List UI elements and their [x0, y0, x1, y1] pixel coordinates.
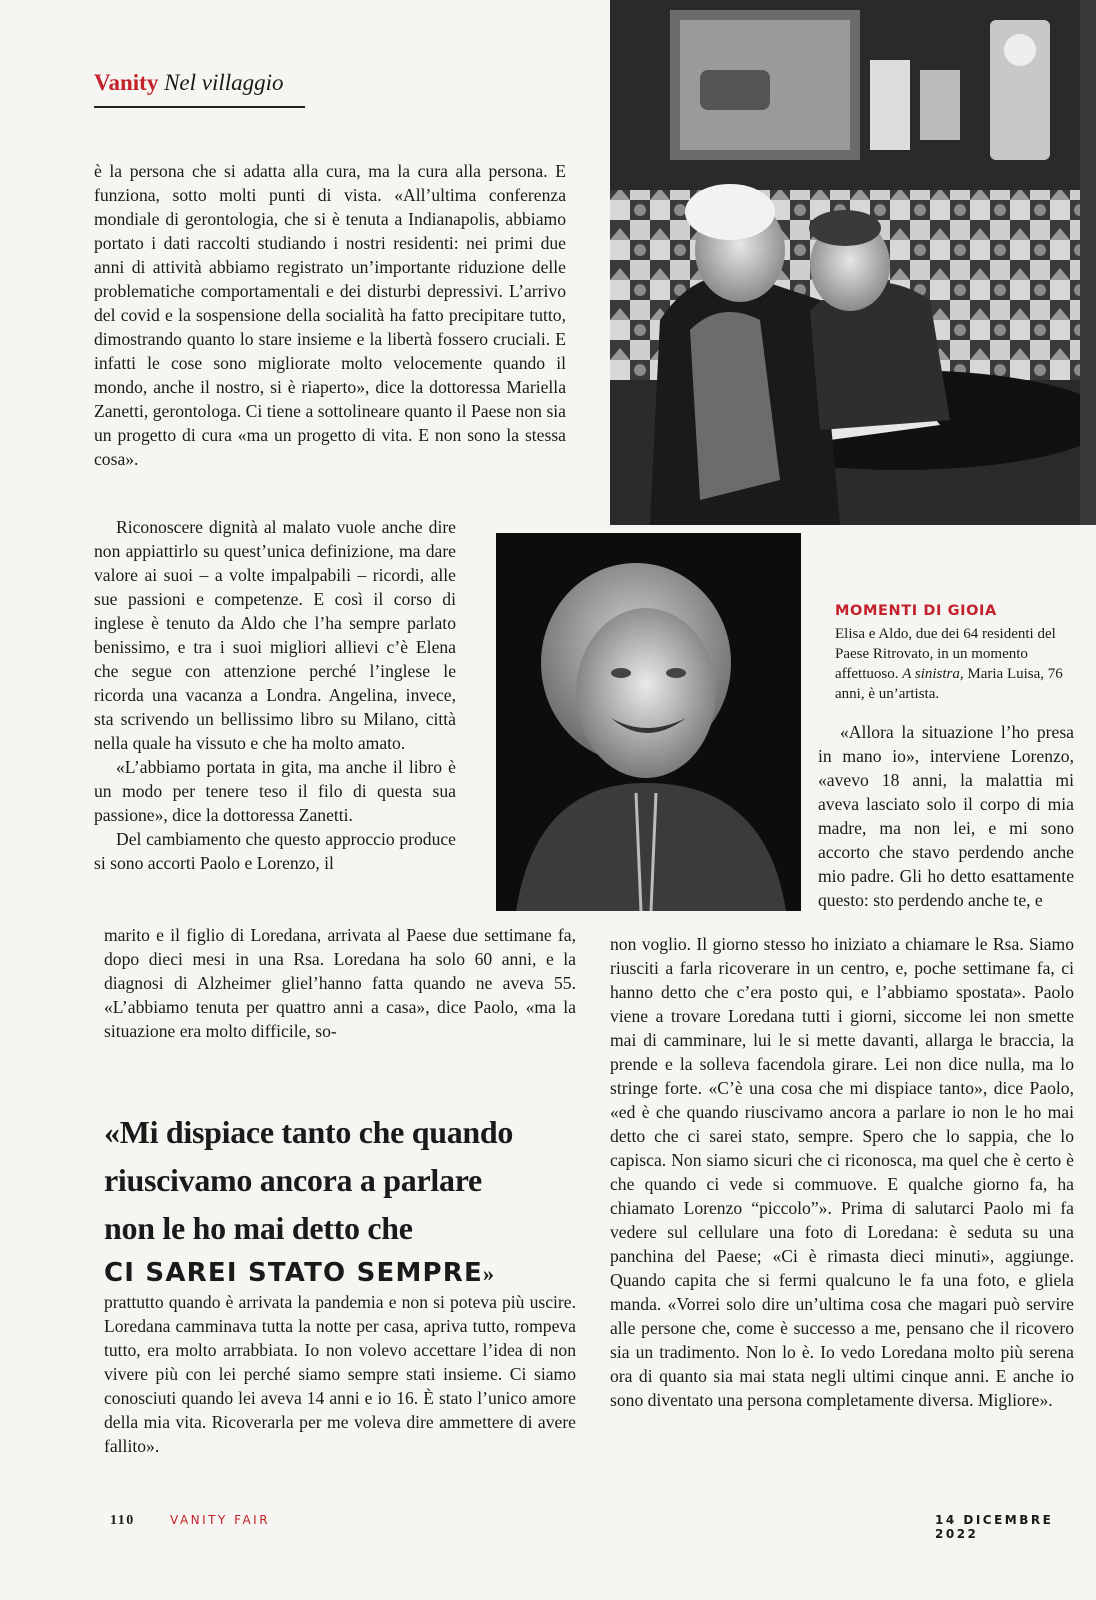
- section-header: [94, 70, 284, 96]
- quote-caps: [104, 1258, 574, 1288]
- page-number: 110: [110, 1513, 135, 1528]
- caption-italic: A sinistra,: [902, 666, 964, 682]
- quote-line: «Mi dispiace tanto che quando: [104, 1114, 514, 1150]
- caption-heading: MOMENTI DI GIOIA: [835, 603, 997, 619]
- quote-line: non le ho mai detto che: [104, 1210, 413, 1246]
- caption-part: Elisa e Aldo, due dei 64 residenti del Paese Ritrovato, in un momento affettuoso.: [835, 626, 1056, 682]
- right-column-narrow: [818, 720, 1074, 912]
- paragraph: «L’abbiamo portata in gita, ma anche il libro è un modo per tenere teso il filo di questa sua passione», dice la dottoressa Zanetti.: [94, 757, 456, 825]
- caption-part: Maria Luisa, 76 anni, è un’artista.: [835, 666, 1063, 702]
- photo-portrait: [496, 533, 801, 911]
- caption-text: [835, 624, 1085, 704]
- brand-label: Vanity: [94, 70, 159, 95]
- left-column-top: [94, 159, 566, 471]
- paragraph: è la persona che si adatta alla cura, ma la cura alla persona. E funziona, sotto molti punti di vista. «All’ultima conferenza mondiale di gerontologia, che si è tenuta a Indianapolis, abbiamo portato i dati raccolti studiando i nostri residenti: nei primi due anni di attività abbiamo registrato un’importante riduzione delle problematiche comportamentali e dei disturbi depressivi. L’arrivo del covid e la sospensione della socialità ha fatto precipitare tutto, dimostrando quanto lo stare insieme e la libertà fossero cruciali. E infatti le cose sono migliorate molto velocemente quando il mondo, anche il nostro, si è riaperto», dice la dottoressa Mariella Zanetti, gerontologa. Ci tiene a sottolineare quanto il Paese non sia un progetto di cura «ma un progetto di vita. E non sono la stessa cosa».: [94, 161, 566, 469]
- left-column-bottom: [104, 923, 576, 1043]
- paragraph: marito e il figlio di Loredana, arrivata al Paese due settimane fa, dopo dieci mesi in una Rsa. Loredana ha solo 60 anni, e la diagnosi di Alzheimer gliel’hanno fatta quando ne aveva 55. «L’abbiamo tenuta per quattro anni a casa», dice Paolo, «ma la situazione era molto difficile, so-: [104, 925, 576, 1041]
- magazine-name: VANITY FAIR: [170, 1513, 271, 1527]
- right-column-wide: [610, 932, 1074, 1412]
- header-rule: [94, 106, 305, 108]
- quote-close-mark: »: [483, 1261, 494, 1286]
- issue-date: 14 DICEMBRE 2022: [935, 1513, 1054, 1541]
- left-column-narrow: [94, 515, 456, 875]
- pull-quote: [104, 1108, 574, 1288]
- paragraph: Riconoscere dignità al malato vuole anche dire non appiattirlo su quest’unica definizione, ma dare valore ai suoi – a volte impalpabili – ricordi, alle sue passioni e competenze. E così il corso di inglese è tenuto da Aldo che l’ha sempre parlato benissimo, e tra i suoi migliori allievi c’è Elena che segue con attenzione perché l’inglese le ricorda una vacanza a Londra. Angelina, invece, sta scrivendo un bellissimo libro su Milano, città nella quale ha vissuto e che ha molto amato.: [94, 517, 456, 753]
- paragraph: «Allora la situazione l’ho presa in mano io», interviene Lorenzo, «avevo 18 anni, la malattia mi aveva lasciato solo il corpo di mia madre, ma non lei, e mi sono accorto che stavo perdendo anche mio padre. Gli ho detto esattamente questo: sto perdendo anche te, e: [818, 722, 1074, 910]
- quote-caps-text: CI SAREI STATO SEMPRE: [104, 1258, 483, 1288]
- paragraph: non voglio. Il giorno stesso ho iniziato a chiamare le Rsa. Siamo riusciti a farla ricoverare in un centro, e, poche settimane fa, ci hanno detto che c’era posto qui, e l’abbiamo spostata». Paolo viene a trovare Loredana tutti i giorni, siccome lei non smette mai di camminare, lui le si mette davanti, allarga le braccia, la prende e la solleva facendola girare. Lei non dice nulla, ma lo stringe forte. «C’è una cosa che mi dispiace tanto», dice Paolo, «ed è che quando riuscivamo ancora a parlare io non le ho mai detto che ci sarei stato, sempre. Spero che lo sappia, che lo capisca. Non siamo sicuri che ci riconosca, ma quel che è certo è che quando ci vede si commuove. E qualche giorno fa, ha chiamato Lorenzo “piccolo”». Prima di salutarci Paolo mi fa vedere sul cellulare una foto di Loredana: è seduta su una panchina del Paese; «Ci è rimasta dieci minuti», aggiunge. Quando capita che si fermi qualcuno le fa una foto, e gliela manda. «Vorrei solo dire un’ultima cosa che magari può servire alle persone che, come è successo a me, pensano che il ricovero sia un tradimento. Non lo è. Io vedo Loredana molto più serena ora di quanto sia mai stata negli ultimi cinque anni. E anche io sono diventato una persona completamente diversa. Migliore».: [610, 934, 1074, 1410]
- section-label: Nel villaggio: [164, 70, 284, 95]
- quote-line: riuscivamo ancora a parlare: [104, 1162, 482, 1198]
- paragraph: prattutto quando è arrivata la pandemia e non si poteva più uscire. Loredana camminava tutta la notte per casa, apriva tutto, rompeva tutto, era molto arrabbiata. Io non volevo accettare l’idea di non vivere più con lei perché siamo sempre stati insieme. Ci siamo conosciuti quando lei aveva 14 anni e io 16. È stato l’unico amore della mia vita. Ricoverarla per me voleva dire ammettere di avere fallito».: [104, 1292, 576, 1456]
- left-column-after-quote: [104, 1290, 576, 1458]
- paragraph: Del cambiamento che questo approccio produce si sono accorti Paolo e Lorenzo, il: [94, 829, 456, 873]
- photo-couple: [610, 0, 1096, 525]
